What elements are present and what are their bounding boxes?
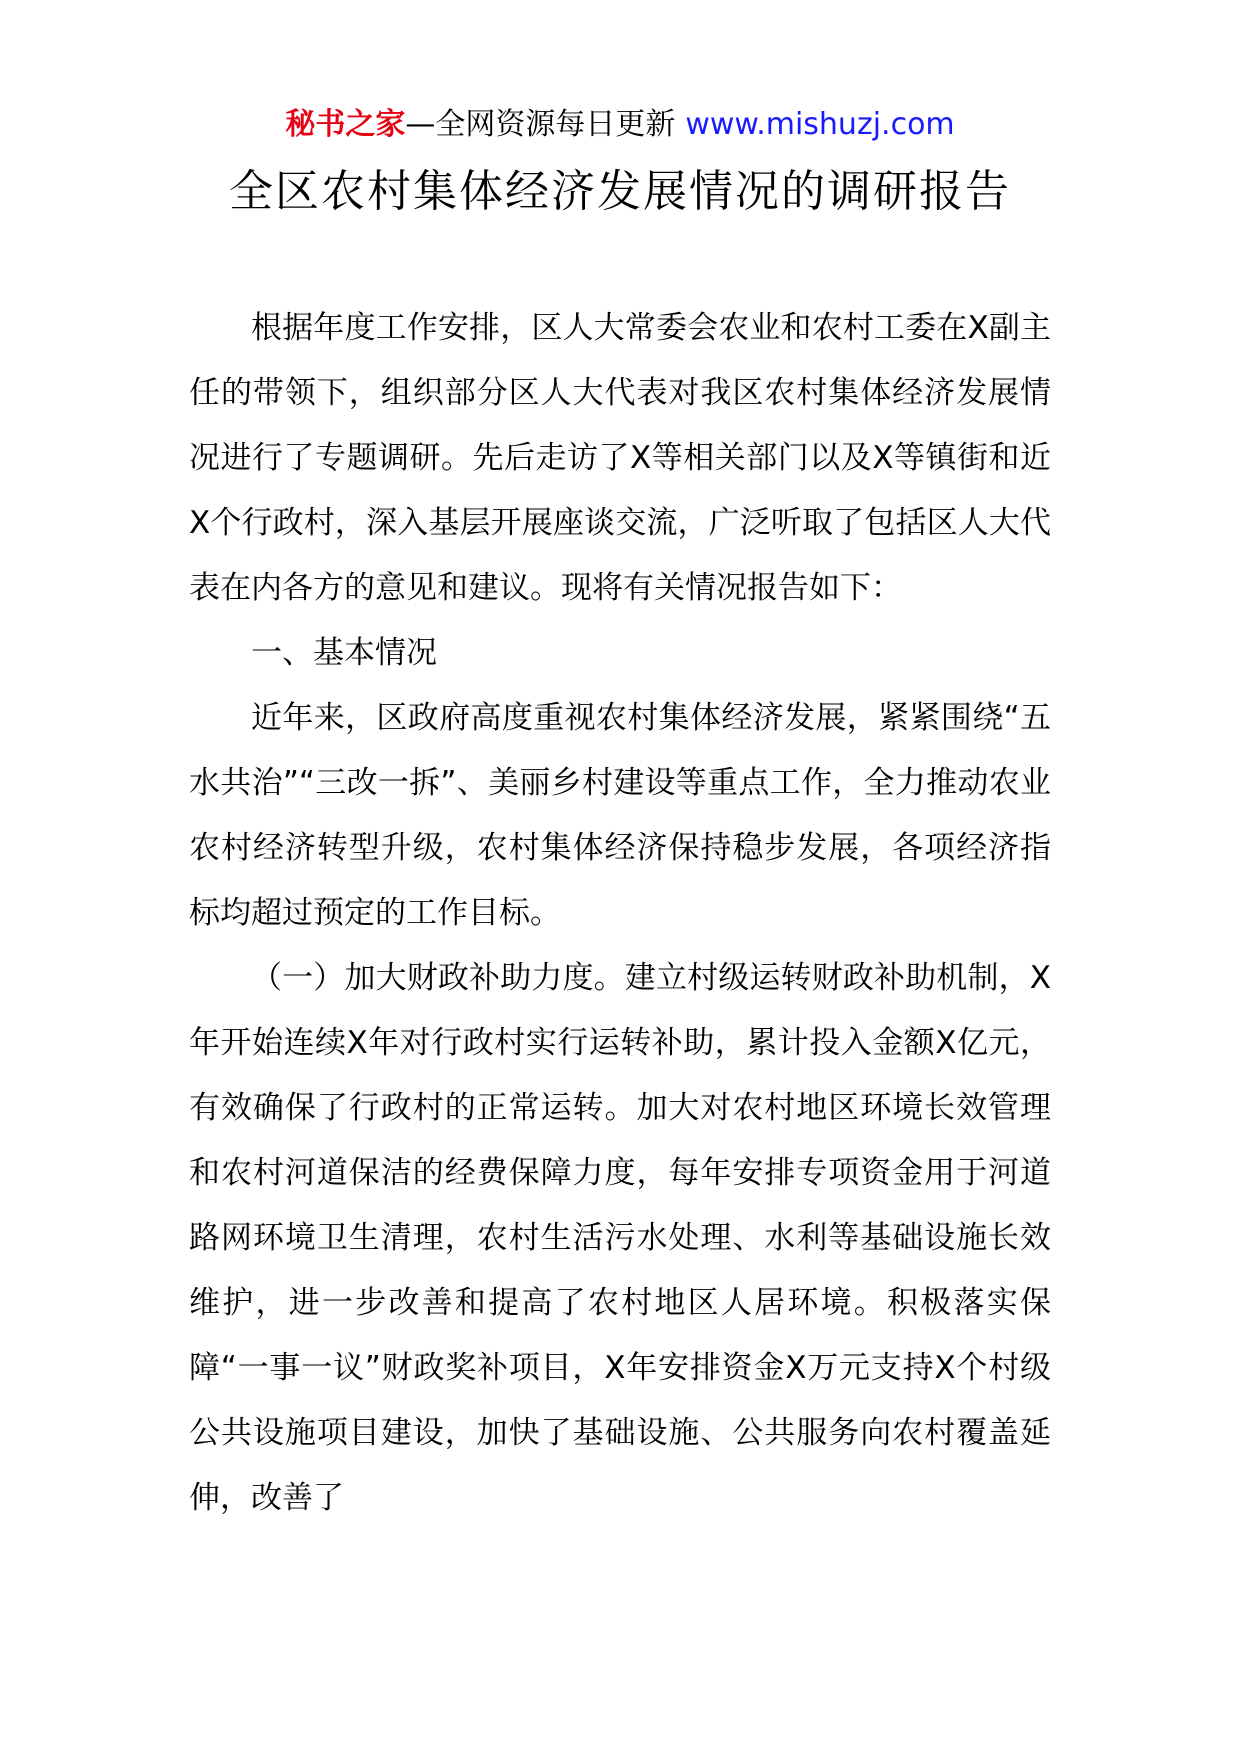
site-url-link[interactable]: www.mishuzj.com: [685, 107, 955, 142]
section-heading-basic-situation: 一、基本情况: [251, 635, 437, 671]
brand-name: 秘书之家: [285, 107, 406, 142]
document-title: 全区农村集体经济发展情况的调研报告: [229, 166, 1011, 217]
site-tagline: —全网资源每日更新: [405, 107, 676, 142]
paragraph-overview: 近年来，区政府高度重视农村集体经济发展，紧紧围绕“五水共治”“三改一拆”、美丽乡村建设等重点工作，全力推动农业农村经济转型升级，农村集体经济保持稳步发展，各项经济指标均超过预定的工作目标。: [189, 700, 1051, 931]
document-body: [189, 296, 1051, 1531]
site-header: [0, 100, 1240, 150]
paragraph-intro: 根据年度工作安排，区人大常委会农业和农村工委在X副主任的带领下，组织部分区人大代表对我区农村集体经济发展情况进行了专题调研。先后走访了X等相关部门以及X等镇街和近X个行政村，深入基层开展座谈交流，广泛听取了包括区人大代表在内各方的意见和建议。现将有关情况报告如下：: [189, 310, 1051, 606]
paragraph-fiscal-subsidy: （一）加大财政补助力度。建立村级运转财政补助机制，X年开始连续X年对行政村实行运转补助，累计投入金额X亿元，有效确保了行政村的正常运转。加大对农村地区环境长效管理和农村河道保洁的经费保障力度，每年安排专项资金用于河道路网环境卫生清理，农村生活污水处理、水利等基础设施长效维护，进一步改善和提高了农村地区人居环境。积极落实保障“一事一议”财政奖补项目，X年安排资金X万元支持X个村级公共设施项目建设，加快了基础设施、公共服务向农村覆盖延伸，改善了: [189, 960, 1051, 1516]
